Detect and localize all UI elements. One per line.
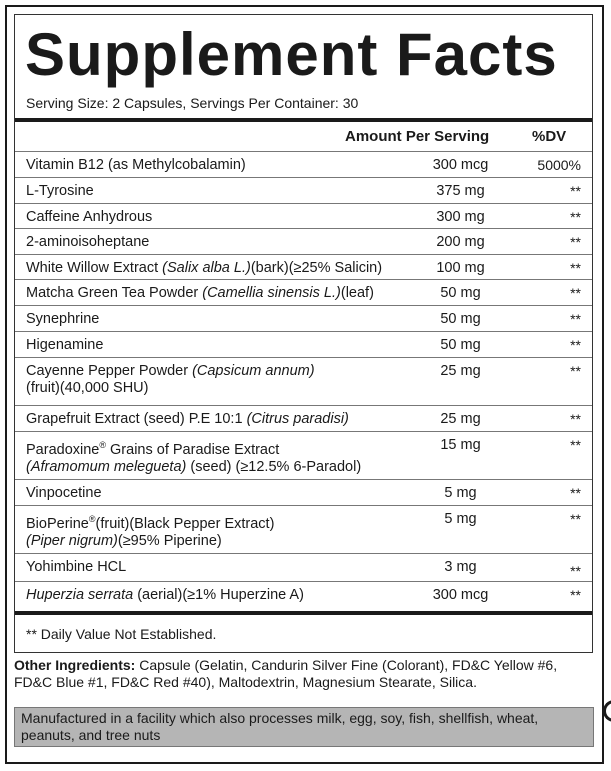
ingredient-name: Paradoxine® Grains of Paradise Extract (Aframomum melegueta) (seed) (≥12.5% 6-Paradol) [26, 440, 362, 475]
ingredient-amount: 50 mg [440, 337, 481, 353]
ingredient-dv: ** [570, 485, 581, 501]
table-row [15, 203, 592, 228]
table-row [15, 228, 592, 254]
header-dv: %DV [532, 128, 567, 145]
facility-notice: Manufactured in a facility which also processes milk, egg, soy, fish, shellfish, wheat, peanuts, and tree nuts [14, 707, 594, 747]
label-title: Supplement Facts [25, 21, 558, 88]
ingredient-name: Matcha Green Tea Powder (Camellia sinensis L.)(leaf) [26, 285, 374, 301]
ingredient-dv: ** [570, 209, 581, 225]
serving-info: Serving Size: 2 Capsules, Servings Per Container: 30 [26, 95, 359, 111]
table-row [15, 151, 592, 177]
edge-mark-icon [603, 700, 611, 722]
table-row [15, 581, 592, 611]
ingredient-amount: 15 mg [440, 437, 481, 453]
header-amount: Amount Per Serving [345, 128, 490, 145]
table-row [15, 331, 592, 357]
ingredient-amount: 300 mg [436, 209, 485, 225]
ingredient-amount: 300 mcg [432, 587, 489, 603]
ingredient-dv: ** [570, 311, 581, 327]
ingredient-amount: 200 mg [436, 234, 485, 250]
ingredient-amount: 300 mcg [432, 157, 489, 173]
ingredient-dv: ** [570, 285, 581, 301]
table-row [15, 305, 592, 331]
ingredient-dv: ** [570, 363, 581, 379]
supplement-facts-panel [14, 14, 593, 653]
table-row [15, 177, 592, 203]
ingredient-amount: 375 mg [436, 183, 485, 199]
ingredient-name: Synephrine [26, 311, 100, 327]
ingredient-amount: 25 mg [440, 363, 481, 379]
table-row [15, 357, 592, 405]
thick-rule [15, 611, 592, 615]
ingredient-table [15, 151, 592, 611]
ingredient-amount: 25 mg [440, 411, 481, 427]
ingredient-amount: 3 mg [444, 559, 477, 575]
table-row [15, 405, 592, 431]
ingredient-name: BioPerine®(fruit)(Black Pepper Extract) (Piper nigrum)(≥95% Piperine) [26, 514, 275, 549]
other-ingredients-label: Other Ingredients: [14, 657, 136, 673]
footnote: ** Daily Value Not Established. [26, 626, 217, 642]
ingredient-name: Huperzia serrata (aerial)(≥1% Huperzine A) [26, 587, 304, 603]
table-row [15, 431, 592, 479]
table-row [15, 279, 592, 305]
other-ingredients [14, 657, 594, 690]
table-row [15, 505, 592, 553]
ingredient-name: Vitamin B12 (as Methylcobalamin) [26, 157, 246, 173]
ingredient-amount: 50 mg [440, 311, 481, 327]
ingredient-dv: ** [570, 411, 581, 427]
ingredient-name: Grapefruit Extract (seed) P.E 10:1 (Citrus paradisi) [26, 411, 349, 427]
ingredient-dv: ** [570, 260, 581, 276]
registered-mark: ® [88, 514, 96, 524]
ingredient-amount: 5 mg [444, 511, 477, 527]
ingredient-name: Caffeine Anhydrous [26, 209, 153, 225]
ingredient-dv: ** [570, 437, 581, 453]
ingredient-dv: ** [570, 563, 581, 579]
table-row [15, 479, 592, 505]
ingredient-amount: 100 mg [436, 260, 485, 276]
registered-mark: ® [99, 440, 106, 450]
ingredient-name: Higenamine [26, 337, 104, 353]
table-row [15, 553, 592, 581]
ingredient-dv: ** [570, 587, 581, 603]
ingredient-dv: ** [570, 183, 581, 199]
ingredient-name: 2-aminoisoheptane [26, 234, 150, 250]
ingredient-dv: ** [570, 337, 581, 353]
ingredient-dv: 5000% [537, 157, 581, 173]
ingredient-name: Cayenne Pepper Powder (Capsicum annum) (fruit)(40,000 SHU) [26, 363, 315, 396]
ingredient-amount: 5 mg [444, 485, 477, 501]
ingredient-name: Yohimbine HCL [26, 559, 127, 575]
column-header [15, 118, 592, 154]
ingredient-dv: ** [570, 511, 581, 527]
table-row [15, 254, 592, 279]
ingredient-dv: ** [570, 234, 581, 250]
ingredient-name: L-Tyrosine [26, 183, 94, 199]
ingredient-name: Vinpocetine [26, 485, 102, 501]
ingredient-amount: 50 mg [440, 285, 481, 301]
other-ingredients-text: Capsule (Gelatin, Candurin Silver Fine (Colorant), FD&C Yellow #6, FD&C Blue #1, FD&C Red #40), Maltodextrin, Magnesium Stearate, Silica. [14, 657, 558, 690]
ingredient-name: White Willow Extract (Salix alba L.)(bark)(≥25% Salicin) [26, 260, 383, 276]
